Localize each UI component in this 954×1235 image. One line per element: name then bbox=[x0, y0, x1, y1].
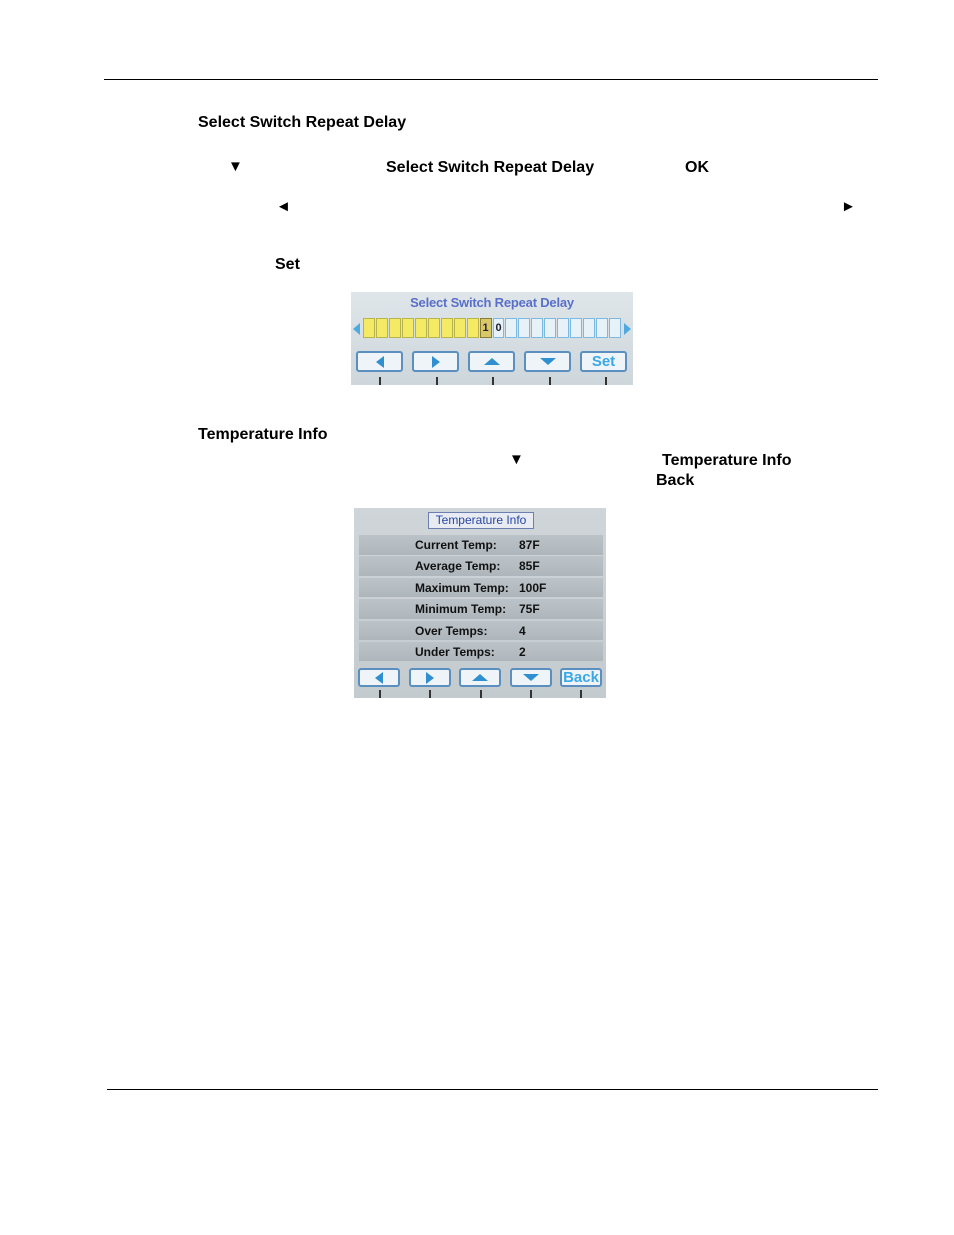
row-label: Current Temp: bbox=[415, 538, 497, 552]
delay-cell bbox=[376, 318, 388, 338]
delay-cell: 0 bbox=[493, 318, 505, 338]
tick bbox=[549, 377, 551, 385]
left-arrow-glyph: ◄ bbox=[276, 198, 291, 215]
delay-cell bbox=[428, 318, 440, 338]
screen-button-row bbox=[356, 351, 627, 372]
footer-rule bbox=[107, 1089, 878, 1090]
up-button[interactable] bbox=[468, 351, 515, 372]
row-value: 75F bbox=[519, 602, 540, 617]
down-arrow-glyph: ▼ bbox=[228, 158, 243, 175]
term-ok: OK bbox=[685, 159, 709, 176]
row-label: Over Temps: bbox=[415, 623, 488, 638]
table-row bbox=[359, 578, 603, 598]
screen-title: Temperature Info bbox=[428, 512, 534, 529]
delay-cell bbox=[518, 318, 530, 338]
tick bbox=[480, 690, 482, 698]
up-arrow-icon bbox=[472, 674, 488, 681]
delay-cell bbox=[454, 318, 466, 338]
delay-cell bbox=[467, 318, 479, 338]
left-button[interactable] bbox=[358, 668, 400, 687]
up-button[interactable] bbox=[459, 668, 501, 687]
row-value: 100F bbox=[519, 580, 547, 595]
screen-button-row bbox=[358, 668, 602, 687]
row-value: 87F bbox=[519, 538, 540, 552]
row-label: Under Temps: bbox=[415, 644, 495, 659]
bar-left-arrow-icon bbox=[353, 323, 360, 335]
row-label: Maximum Temp: bbox=[415, 580, 509, 595]
bar-right-arrow-icon bbox=[624, 323, 631, 335]
tick bbox=[436, 377, 438, 385]
delay-cell bbox=[389, 318, 401, 338]
left-button[interactable] bbox=[356, 351, 403, 372]
term-back: Back bbox=[656, 472, 695, 489]
back-button[interactable]: Back bbox=[560, 668, 602, 687]
row-value: 85F bbox=[519, 559, 540, 574]
table-row bbox=[359, 599, 603, 619]
screen-title: Select Switch Repeat Delay bbox=[410, 295, 574, 310]
left-arrow-icon bbox=[375, 672, 383, 684]
delay-cell bbox=[596, 318, 608, 338]
right-arrow-icon bbox=[426, 672, 434, 684]
right-button[interactable] bbox=[412, 351, 459, 372]
tick bbox=[429, 690, 431, 698]
down-button[interactable] bbox=[524, 351, 571, 372]
row-value: 2 bbox=[519, 644, 526, 659]
delay-cells bbox=[363, 318, 621, 340]
delay-cell bbox=[609, 318, 621, 338]
header-rule bbox=[104, 79, 878, 80]
tick bbox=[379, 690, 381, 698]
tick bbox=[492, 377, 494, 385]
down-button[interactable] bbox=[510, 668, 552, 687]
delay-bar bbox=[353, 318, 631, 340]
delay-cell bbox=[415, 318, 427, 338]
delay-cell bbox=[531, 318, 543, 338]
right-arrow-glyph: ► bbox=[841, 198, 856, 215]
set-button[interactable]: Set bbox=[580, 351, 627, 372]
button-ticks bbox=[379, 377, 607, 385]
delay-cell bbox=[583, 318, 595, 338]
delay-cell bbox=[570, 318, 582, 338]
left-arrow-icon bbox=[376, 356, 384, 368]
delay-cell bbox=[441, 318, 453, 338]
tick bbox=[379, 377, 381, 385]
delay-cell bbox=[544, 318, 556, 338]
delay-cell bbox=[363, 318, 375, 338]
delay-cell bbox=[557, 318, 569, 338]
temperature-rows bbox=[359, 535, 603, 663]
delay-cell bbox=[505, 318, 517, 338]
right-arrow-icon bbox=[432, 356, 440, 368]
row-value: 4 bbox=[519, 623, 526, 638]
term-repeat-delay: Select Switch Repeat Delay bbox=[386, 159, 595, 176]
table-row bbox=[359, 556, 603, 576]
right-button[interactable] bbox=[409, 668, 451, 687]
table-row bbox=[359, 535, 603, 555]
term-set: Set bbox=[275, 256, 300, 273]
row-label: Minimum Temp: bbox=[415, 602, 507, 617]
down-arrow-icon bbox=[540, 358, 556, 365]
section-heading-repeat-delay: Select Switch Repeat Delay bbox=[198, 114, 407, 131]
section-heading-temperature-info: Temperature Info bbox=[198, 426, 328, 443]
button-ticks bbox=[379, 690, 582, 698]
term-temperature-info: Temperature Info bbox=[662, 452, 792, 469]
temperature-info-screen bbox=[354, 508, 606, 698]
down-arrow-icon bbox=[523, 674, 539, 681]
tick bbox=[580, 690, 582, 698]
delay-cell bbox=[402, 318, 414, 338]
up-arrow-icon bbox=[484, 358, 500, 365]
down-arrow-glyph: ▼ bbox=[509, 451, 524, 468]
repeat-delay-screen bbox=[351, 292, 633, 385]
tick bbox=[605, 377, 607, 385]
tick bbox=[530, 690, 532, 698]
table-row bbox=[359, 621, 603, 641]
delay-cell: 1 bbox=[480, 318, 492, 338]
row-label: Average Temp: bbox=[415, 559, 501, 574]
table-row bbox=[359, 642, 603, 662]
